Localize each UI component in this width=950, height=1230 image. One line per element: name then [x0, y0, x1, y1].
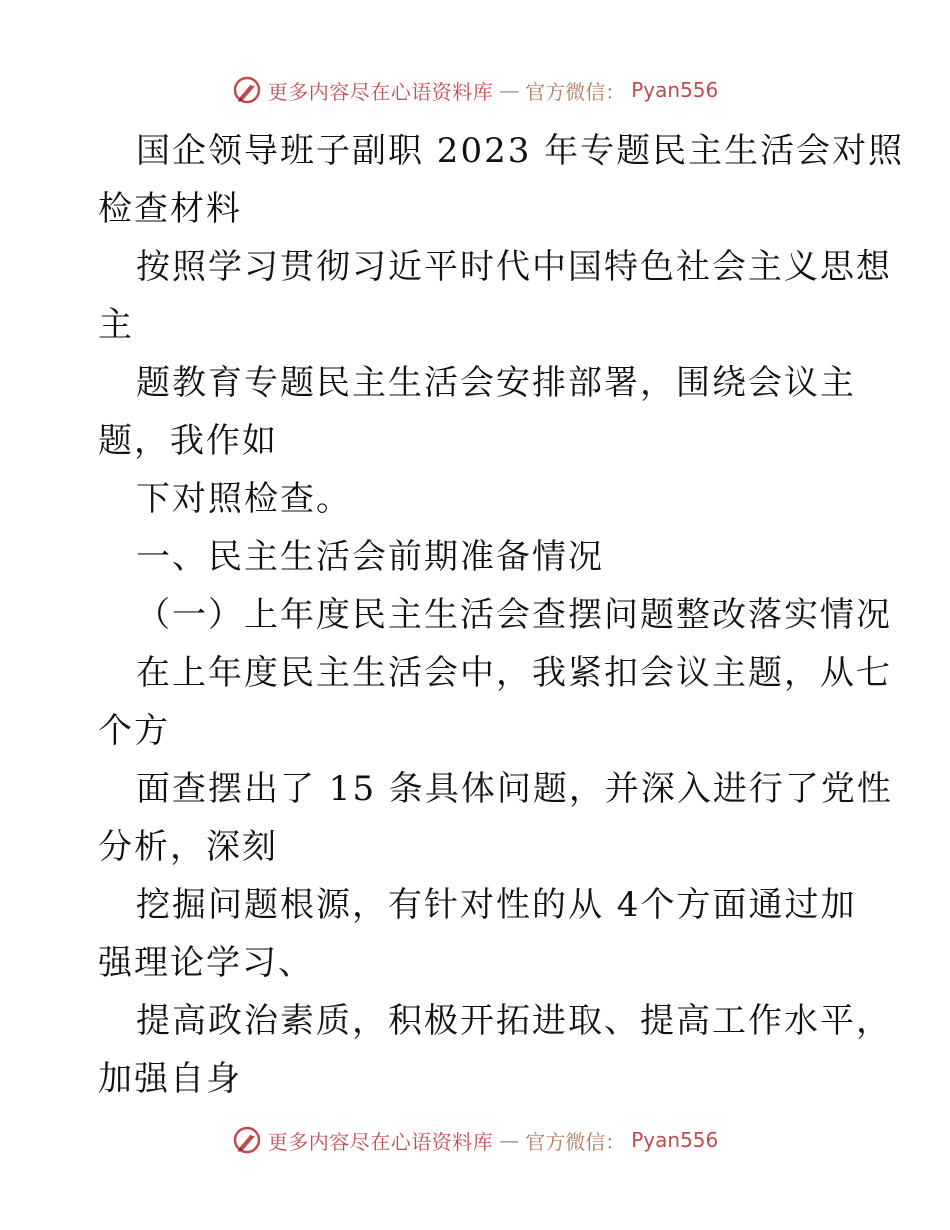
banner-wechat-id: Pyan556 [631, 1128, 719, 1152]
footer-banner [0, 1120, 950, 1160]
banner-wechat-id: Pyan556 [631, 78, 719, 102]
text-line: 国企领导班子副职 2023 年专题民主生活会对照 [136, 131, 905, 171]
text-line: （一）上年度民主生活会查摆问题整改落实情况 [136, 595, 892, 635]
banner-separator: — [499, 78, 520, 102]
document-body [98, 122, 905, 1108]
pen-logo-icon [232, 1125, 262, 1155]
banner-wechat-label: 官方微信： [525, 79, 626, 104]
text-line: 面查摆出了 15 条具体问题，并深入进行了党性 [136, 769, 893, 809]
text-line: 检查材料 [98, 189, 242, 229]
text-line: 分析，深刻 [98, 827, 278, 867]
header-banner-content [232, 75, 719, 105]
banner-slogan: 更多内容尽在心语资料库 [267, 1129, 494, 1154]
text-line: 挖掘问题根源，有针对性的从 4个方面通过加 [136, 885, 857, 925]
footer-banner-content [232, 1125, 719, 1155]
text-line: 按照学习贯彻习近平时代中国特色社会主义思想 [136, 247, 892, 287]
text-line: 题教育专题民主生活会安排部署，围绕会议主 [136, 363, 856, 403]
text-line: 加强自身 [98, 1059, 242, 1099]
banner-slogan: 更多内容尽在心语资料库 [267, 79, 494, 104]
text-line: 强理论学习、 [98, 943, 314, 983]
text-line: 一、民主生活会前期准备情况 [136, 537, 604, 577]
text-line: 主 [98, 305, 134, 345]
text-line: 个方 [98, 711, 170, 751]
header-banner [0, 70, 950, 110]
text-line: 下对照检查。 [136, 479, 352, 519]
pen-logo-icon [232, 75, 262, 105]
banner-separator: — [499, 1128, 520, 1152]
text-line: 题，我作如 [98, 421, 278, 461]
text-line: 提高政治素质，积极开拓进取、提高工作水平， [136, 1001, 892, 1041]
text-line: 在上年度民主生活会中，我紧扣会议主题，从七 [136, 653, 892, 693]
banner-wechat-label: 官方微信： [525, 1129, 626, 1154]
